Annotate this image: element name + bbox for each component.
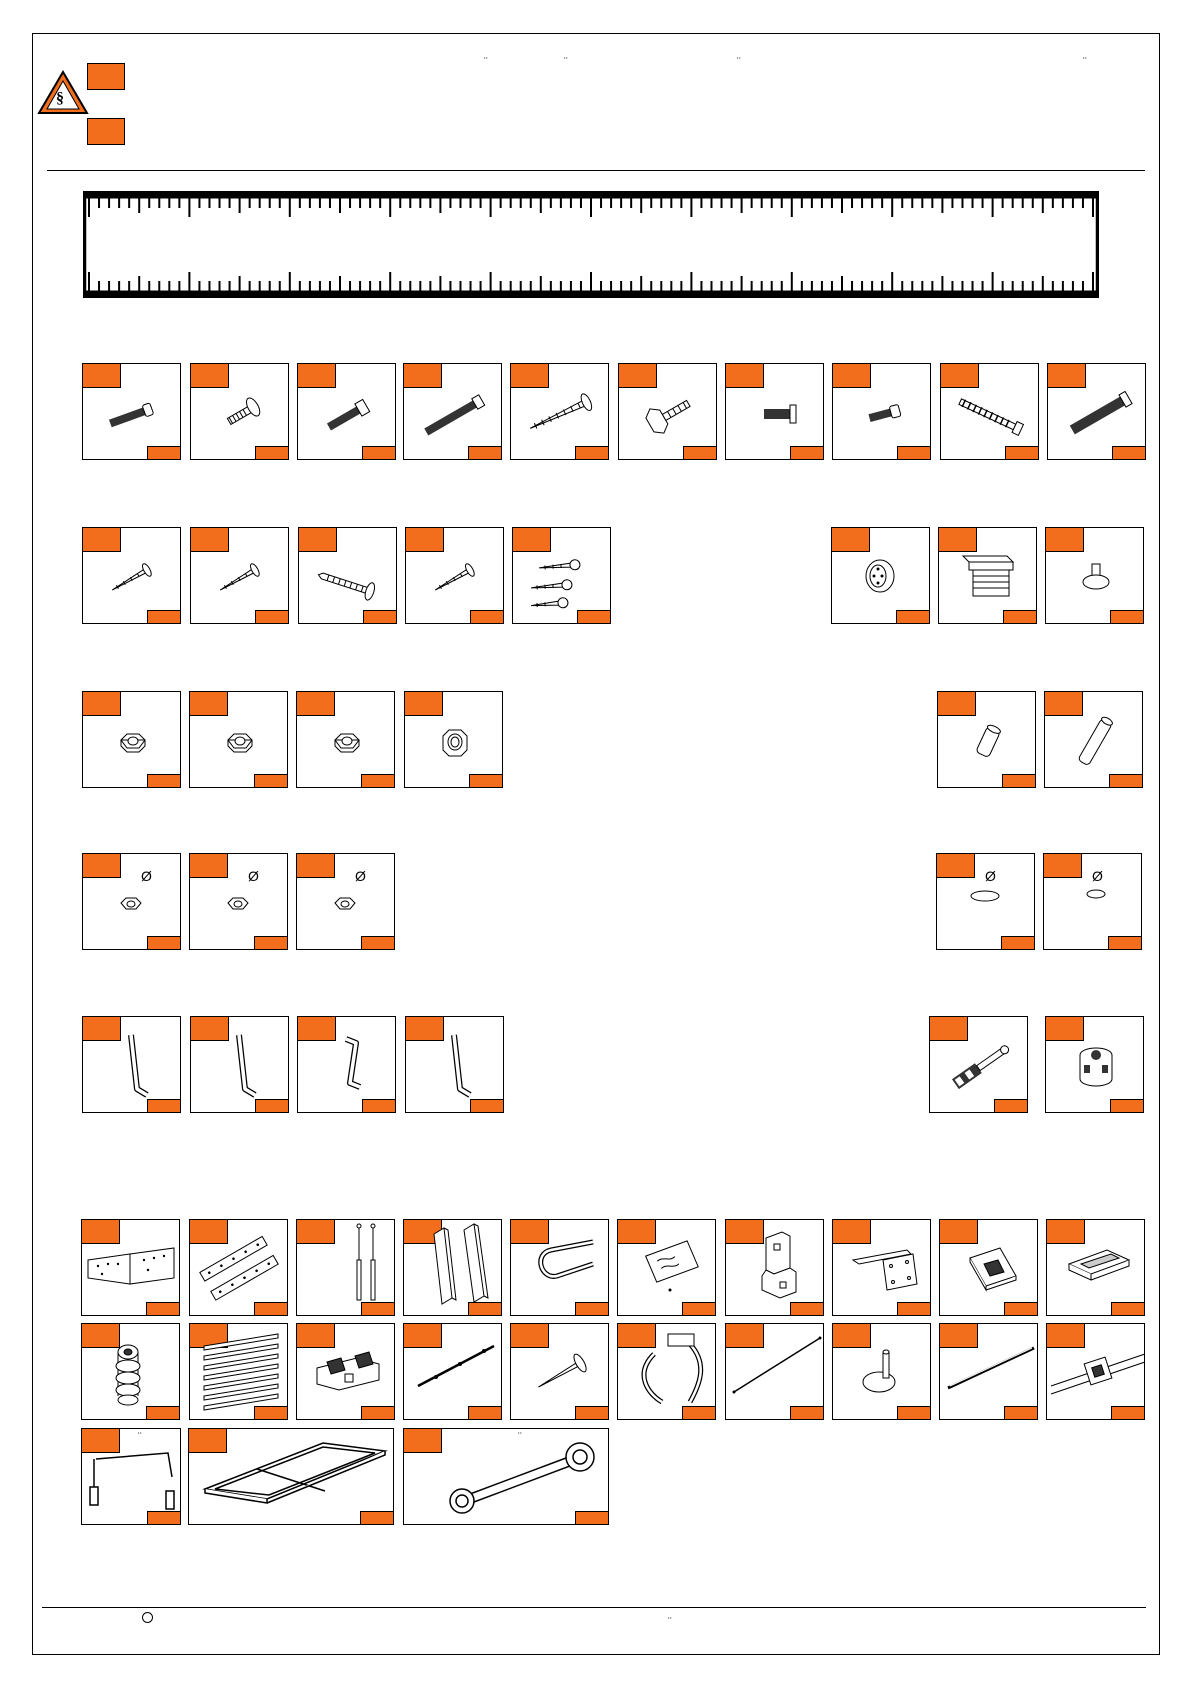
part-card (510, 1323, 609, 1420)
part-quantity-label (790, 446, 824, 460)
registered-circle-icon (142, 1612, 153, 1623)
part-quantity-label (1111, 1302, 1145, 1316)
header-mark-2: ¨ (564, 56, 568, 68)
part-quantity-label (361, 1302, 395, 1316)
part-quantity-label (683, 446, 717, 460)
part-card (1043, 853, 1142, 950)
part-quantity-label (1111, 1406, 1145, 1420)
part-quantity-label (790, 1406, 824, 1420)
part-card (512, 527, 611, 624)
part-quantity-label (468, 1302, 502, 1316)
part-quantity-label (147, 446, 181, 460)
part-card (189, 1219, 288, 1316)
part-quantity-label (994, 1099, 1028, 1113)
part-card (832, 363, 931, 460)
part-quantity-label (360, 1511, 394, 1525)
part-card (82, 691, 181, 788)
part-card (296, 1219, 395, 1316)
part-card (190, 363, 289, 460)
part-quantity-label (147, 936, 181, 950)
part-card (296, 691, 395, 788)
part-card (725, 1219, 824, 1316)
part-card (82, 853, 181, 950)
part-quantity-label (575, 1406, 609, 1420)
part-card (832, 1323, 931, 1420)
part-quantity-label (147, 774, 181, 788)
part-quantity-label (575, 1511, 609, 1525)
part-card (725, 363, 824, 460)
part-card (937, 691, 1036, 788)
part-card (189, 691, 288, 788)
part-quantity-label (146, 1302, 180, 1316)
ruler (83, 191, 1099, 298)
diameter-symbol: Ø (248, 868, 259, 884)
part-card (82, 527, 181, 624)
part-quantity-label (363, 610, 397, 624)
part-quantity-label (682, 1302, 716, 1316)
part-quantity-label (468, 446, 502, 460)
part-quantity-label (1002, 774, 1036, 788)
part-quantity-label (577, 610, 611, 624)
part-card (929, 1016, 1028, 1113)
part-quantity-label (790, 1302, 824, 1316)
part-quantity-label (575, 446, 609, 460)
part-card (405, 527, 504, 624)
diameter-symbol: Ø (355, 868, 366, 884)
part-card (296, 853, 395, 950)
part-quantity-label (147, 1511, 181, 1525)
part-quantity-label (254, 774, 288, 788)
part-card (81, 1323, 180, 1420)
part-quantity-label (897, 1406, 931, 1420)
part-quantity-label (1005, 446, 1039, 460)
part-card (82, 1016, 181, 1113)
part-card (618, 363, 717, 460)
part-card (82, 363, 181, 460)
part-card (939, 1323, 1038, 1420)
footer-mark: ¨ (668, 1616, 672, 1628)
part-card (403, 1219, 502, 1316)
part-card (939, 1219, 1038, 1316)
part-quantity-label (1110, 610, 1144, 624)
footer-divider (42, 1607, 1146, 1608)
part-card (297, 363, 396, 460)
part-quantity-label (255, 610, 289, 624)
part-card (510, 1219, 609, 1316)
part-card (403, 1323, 502, 1420)
part-quantity-label (575, 1302, 609, 1316)
part-card (831, 527, 930, 624)
part-quantity-label (1001, 936, 1035, 950)
part-card (1045, 1016, 1144, 1113)
part-quantity-label (255, 1099, 289, 1113)
part-quantity-label (897, 446, 931, 460)
part-card (1046, 1219, 1145, 1316)
part-quantity-label (255, 446, 289, 460)
dieresis-mark: ¨ (138, 1431, 142, 1443)
part-quantity-label (147, 1099, 181, 1113)
part-card (403, 363, 502, 460)
part-quantity-label (147, 610, 181, 624)
part-quantity-label (362, 446, 396, 460)
part-card (405, 1016, 504, 1113)
part-quantity-label (361, 774, 395, 788)
part-quantity-label (254, 1406, 288, 1420)
part-quantity-label (470, 1099, 504, 1113)
part-card (510, 363, 609, 460)
part-quantity-label (468, 1406, 502, 1420)
part-card (403, 1428, 609, 1525)
part-card (832, 1219, 931, 1316)
diameter-symbol: Ø (141, 868, 152, 884)
header-mark-4: ¨ (1083, 56, 1087, 68)
part-card (940, 363, 1039, 460)
part-quantity-label (1108, 936, 1142, 950)
part-quantity-label (254, 936, 288, 950)
part-card (189, 1323, 288, 1420)
part-quantity-label (470, 610, 504, 624)
part-card (298, 527, 397, 624)
part-card (190, 1016, 289, 1113)
part-card (938, 527, 1037, 624)
diameter-symbol: Ø (1092, 868, 1103, 884)
part-card (188, 1428, 394, 1525)
diameter-symbol: Ø (985, 868, 996, 884)
part-quantity-label (1109, 774, 1143, 788)
part-quantity-label (1004, 1406, 1038, 1420)
dieresis-mark: ¨ (518, 1431, 522, 1443)
warning-icon (37, 70, 89, 115)
part-quantity-label (1003, 610, 1037, 624)
part-card (81, 1219, 180, 1316)
part-card (81, 1428, 181, 1525)
part-card (189, 853, 288, 950)
part-quantity-label (469, 774, 503, 788)
header-divider (47, 170, 1145, 171)
header-color-swatch-bottom (87, 118, 125, 145)
part-quantity-label (1004, 1302, 1038, 1316)
header-mark-3: ¨ (737, 56, 741, 68)
header-mark-1: ¨ (484, 56, 488, 68)
part-card (936, 853, 1035, 950)
part-quantity-label (361, 1406, 395, 1420)
part-quantity-label (361, 936, 395, 950)
part-quantity-label (254, 1302, 288, 1316)
part-quantity-label (897, 1302, 931, 1316)
part-quantity-label (146, 1406, 180, 1420)
part-card (617, 1219, 716, 1316)
part-quantity-label (362, 1099, 396, 1113)
part-card (190, 527, 289, 624)
part-card (296, 1323, 395, 1420)
part-card (1045, 527, 1144, 624)
part-card (404, 691, 503, 788)
part-quantity-label (682, 1406, 716, 1420)
header-color-swatch-top (87, 63, 125, 90)
part-card (297, 1016, 396, 1113)
part-quantity-label (1110, 1099, 1144, 1113)
part-card (1046, 1323, 1145, 1420)
warning-section-symbol: § (56, 90, 64, 107)
part-quantity-label (896, 610, 930, 624)
part-quantity-label (1112, 446, 1146, 460)
part-card (1047, 363, 1146, 460)
part-card (1044, 691, 1143, 788)
part-card (725, 1323, 824, 1420)
part-card (617, 1323, 716, 1420)
